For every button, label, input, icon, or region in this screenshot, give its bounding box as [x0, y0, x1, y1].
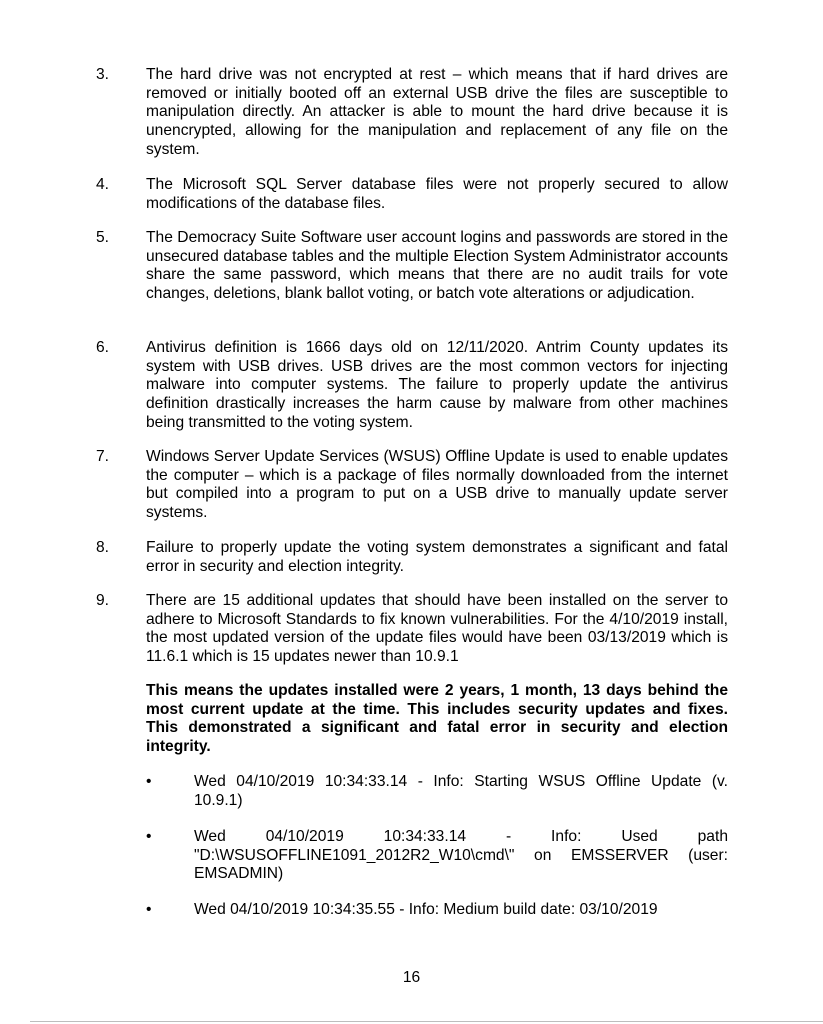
list-item-9	[96, 592, 728, 667]
item-text: Antivirus definition is 1666 days old on 12/11/2020. Antrim County updates its system with USB drives. USB drives are the most common vectors for injecting malware into computer systems. The failure to properly update the antivirus definition drastically increases the harm cause by malware from other machines being transmitted to the voting system.	[146, 339, 728, 431]
item-number: 7.	[96, 448, 110, 465]
list-item-7	[96, 448, 728, 523]
bullet-icon: •	[146, 901, 152, 918]
item-text: Failure to properly update the voting system demonstrates a significant and fatal error in security and election integrity.	[146, 539, 728, 575]
bold-summary-paragraph: This means the updates installed were 2 years, 1 month, 13 days behind the most current update at the time. This includes security updates and fixes. This demonstrated a significant and fatal error in security and election integrity.	[146, 682, 728, 756]
page-number: 16	[402, 969, 421, 986]
bullet-continuation: 10.9.1)	[194, 791, 243, 809]
item-text: The Microsoft SQL Server database files were not properly secured to allow modifications of the database files.	[146, 176, 728, 212]
item-text: The hard drive was not encrypted at rest – which means that if hard drives are removed or initially booted off an external USB drive the files are susceptible to manipulation directly. An attacker is able to mount the hard drive because it is unencrypted, allowing for the manipulation and replacement of any file on the system.	[146, 66, 728, 158]
bullet-item	[146, 828, 728, 884]
item-text: The Democracy Suite Software user account logins and passwords are stored in the unsecured database tables and the multiple Election System Administrator accounts share the same password, which means that there are no audit trails for vote changes, deletions, blank ballot voting, or batch vote alterations or adjudication.	[146, 229, 728, 303]
bullet-icon: •	[146, 828, 152, 845]
bullet-continuation: "D:\WSUSOFFLINE1091_2012R2_W10\cmd\" on EMSSERVER (user: EMSADMIN)	[194, 846, 728, 883]
bullet-line: Wed 04/10/2019 10:34:35.55 - Info: Medium build date: 03/10/2019	[194, 901, 658, 918]
list-item-4	[96, 176, 728, 213]
item-number: 6.	[96, 339, 110, 356]
item-number: 8.	[96, 539, 110, 556]
list-item-3	[96, 66, 728, 160]
list-item-5	[96, 229, 728, 304]
bullet-line: Wed 04/10/2019 10:34:33.14 - Info: Starting WSUS Offline Update (v.	[194, 773, 728, 790]
list-item-8	[96, 539, 728, 576]
item-number: 5.	[96, 229, 110, 246]
bullet-item	[146, 901, 728, 920]
item-number: 4.	[96, 176, 110, 193]
item-number: 9.	[96, 592, 110, 609]
bullet-line: Wed 04/10/2019 10:34:33.14 - Info: Used path	[194, 828, 728, 845]
item-text: Windows Server Update Services (WSUS) Offline Update is used to enable updates the computer – which is a package of files normally downloaded from the internet but compiled into a program to put on a USB drive to manually update server systems.	[146, 448, 728, 522]
page-bottom-rule	[30, 1021, 823, 1022]
bullet-item	[146, 773, 728, 810]
bullet-icon: •	[146, 773, 152, 790]
item-number: 3.	[96, 66, 110, 83]
item-text: There are 15 additional updates that should have been installed on the server to adhere to Microsoft Standards to fix known vulnerabilities. For the 4/10/2019 install, the most updated version of the update files would have been 03/13/2019 which is 11.6.1 which is 15 updates newer than 10.9.1	[146, 592, 728, 666]
list-item-6	[96, 339, 728, 433]
